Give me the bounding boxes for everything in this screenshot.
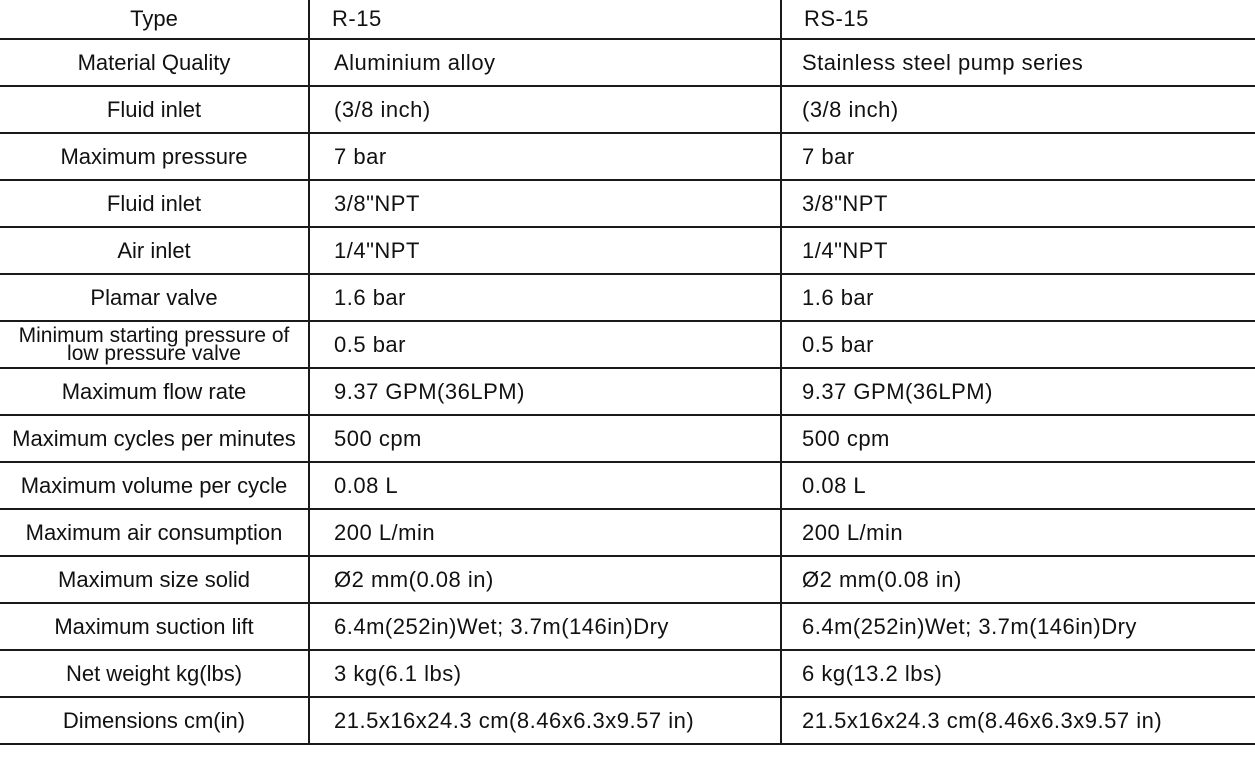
r15-value: 9.37 GPM(36LPM) — [309, 368, 781, 415]
r15-value: (3/8 inch) — [309, 86, 781, 133]
r15-value: 500 cpm — [309, 415, 781, 462]
rs15-value: 0.08 L — [781, 462, 1255, 509]
table-row — [0, 321, 1255, 368]
row-label: Maximum suction lift — [0, 603, 309, 650]
table-row — [0, 509, 1255, 556]
r15-value: 0.08 L — [309, 462, 781, 509]
row-label: Fluid inlet — [0, 86, 309, 133]
row-label: Maximum pressure — [0, 133, 309, 180]
rs15-value: 0.5 bar — [781, 321, 1255, 368]
table-row — [0, 133, 1255, 180]
r15-value: 1.6 bar — [309, 274, 781, 321]
r15-value: 200 L/min — [309, 509, 781, 556]
table-row — [0, 415, 1255, 462]
table-row — [0, 556, 1255, 603]
r15-value: Ø2 mm(0.08 in) — [309, 556, 781, 603]
rs15-value: 500 cpm — [781, 415, 1255, 462]
table-row — [0, 650, 1255, 697]
row-label: Air inlet — [0, 227, 309, 274]
r15-value: 3/8"NPT — [309, 180, 781, 227]
row-label: Maximum volume per cycle — [0, 462, 309, 509]
row-label: Dimensions cm(in) — [0, 697, 309, 744]
r15-value: 1/4"NPT — [309, 227, 781, 274]
header-type-label: Type — [0, 0, 309, 39]
r15-value: 0.5 bar — [309, 321, 781, 368]
row-label: Minimum starting pressure of low pressure valve — [0, 321, 309, 368]
rs15-value: 1.6 bar — [781, 274, 1255, 321]
row-label: Plamar valve — [0, 274, 309, 321]
row-label: Maximum cycles per minutes — [0, 415, 309, 462]
row-label: Net weight kg(lbs) — [0, 650, 309, 697]
r15-value: Aluminium alloy — [309, 39, 781, 86]
header-r15: R-15 — [309, 0, 781, 39]
row-label: Maximum size solid — [0, 556, 309, 603]
rs15-value: 200 L/min — [781, 509, 1255, 556]
table-row — [0, 39, 1255, 86]
r15-value: 6.4m(252in)Wet; 3.7m(146in)Dry — [309, 603, 781, 650]
rs15-value: 21.5x16x24.3 cm(8.46x6.3x9.57 in) — [781, 697, 1255, 744]
table-row — [0, 274, 1255, 321]
header-rs15: RS-15 — [781, 0, 1255, 39]
table-row — [0, 603, 1255, 650]
row-label: Fluid inlet — [0, 180, 309, 227]
r15-value: 21.5x16x24.3 cm(8.46x6.3x9.57 in) — [309, 697, 781, 744]
table-row — [0, 368, 1255, 415]
rs15-value: (3/8 inch) — [781, 86, 1255, 133]
rs15-value: 7 bar — [781, 133, 1255, 180]
table-row — [0, 227, 1255, 274]
table-row — [0, 697, 1255, 744]
row-label: Maximum air consumption — [0, 509, 309, 556]
rs15-value: Stainless steel pump series — [781, 39, 1255, 86]
rs15-value: Ø2 mm(0.08 in) — [781, 556, 1255, 603]
table-row — [0, 180, 1255, 227]
r15-value: 7 bar — [309, 133, 781, 180]
rs15-value: 9.37 GPM(36LPM) — [781, 368, 1255, 415]
table-row — [0, 86, 1255, 133]
rs15-value: 6 kg(13.2 lbs) — [781, 650, 1255, 697]
row-label: Maximum flow rate — [0, 368, 309, 415]
rs15-value: 3/8"NPT — [781, 180, 1255, 227]
r15-value: 3 kg(6.1 lbs) — [309, 650, 781, 697]
rs15-value: 6.4m(252in)Wet; 3.7m(146in)Dry — [781, 603, 1255, 650]
table-row — [0, 462, 1255, 509]
rs15-value: 1/4"NPT — [781, 227, 1255, 274]
row-label: Material Quality — [0, 39, 309, 86]
header-row — [0, 0, 1255, 39]
